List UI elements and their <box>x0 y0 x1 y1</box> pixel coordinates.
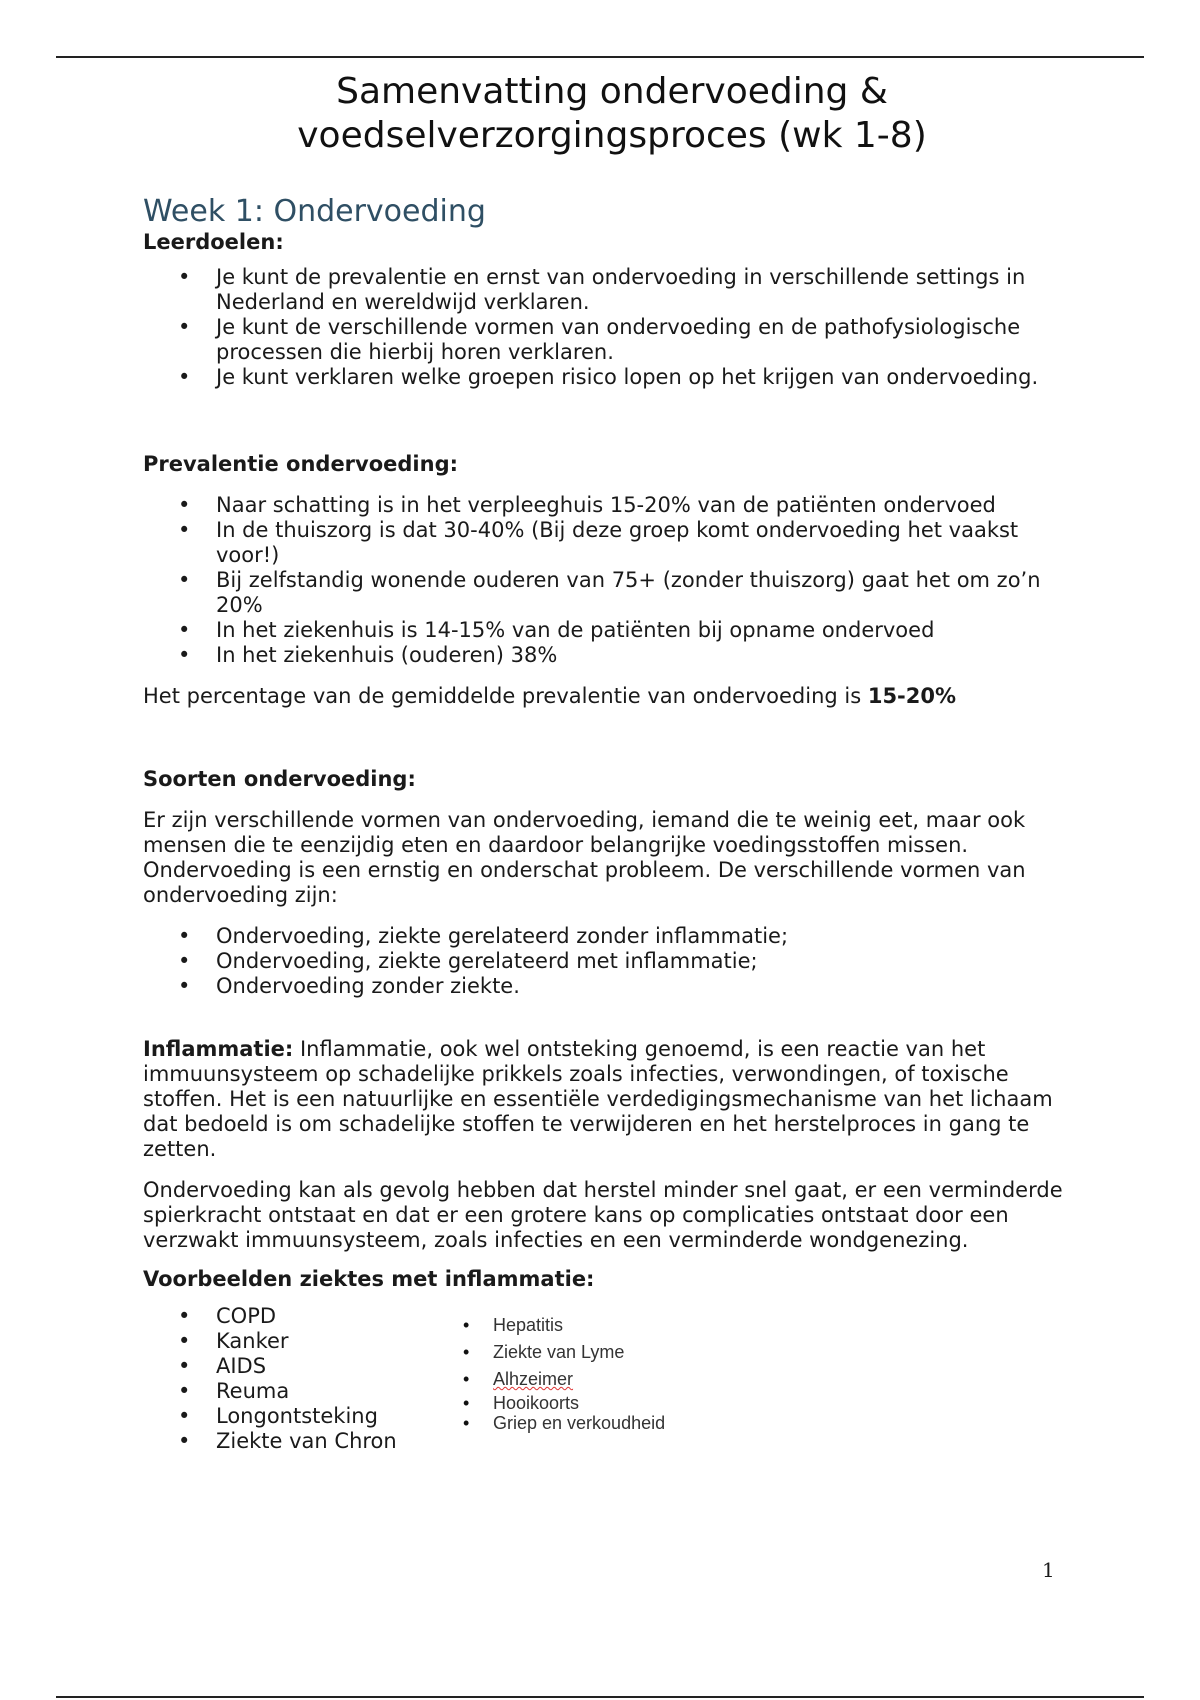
list-item: • Griep en verkoudheid <box>459 1413 665 1433</box>
voorbeelden-columns <box>143 1304 1063 1474</box>
spellcheck-word: Alhzeimer <box>493 1369 574 1389</box>
prevalentie-summary <box>143 684 1063 709</box>
list-item: • Kanker <box>143 1329 397 1354</box>
list-item: • Hooikoorts <box>459 1393 665 1413</box>
voorbeelden-heading: Voorbeelden ziektes met inflammatie: <box>143 1267 595 1291</box>
soorten-intro: Er zijn verschillende vormen van ondervoeding, iemand die te weinig eet, maar ook mensen die te eenzijdig eten en daardoor belangrijke voedingsstoffen missen. Ondervoeding is een ernstig en onderschat probleem. De verschillende vormen van ondervoeding zijn: <box>143 808 1026 907</box>
document-page <box>143 70 1063 1474</box>
list-item: • Naar schatting is in het verpleeghuis 15-20% van de patiënten ondervoed <box>143 493 1063 518</box>
title-line-1: Samenvatting ondervoeding & <box>336 71 888 112</box>
inflammatie-paragraph <box>143 1037 1063 1162</box>
list-item: • AIDS <box>143 1354 397 1379</box>
inflammatie-text: Inflammatie, ook wel ontsteking genoemd, is een reactie van het immuunsysteem op schadelijke prikkels zoals infecties, verwondingen, of toxische stoffen. Het is een natuurlijke en essentiële verdedigingsmechanisme van het lichaam dat bedoeld is om schadelijke stoffen te verwijderen en het herstelproces in gang te zetten. <box>143 1037 1053 1161</box>
list-item: • COPD <box>143 1304 397 1329</box>
title-line-2: voedselverzorgingsproces (wk 1-8) <box>297 115 927 156</box>
inflammatie-label: Inflammatie: <box>143 1037 294 1061</box>
list-item: • In het ziekenhuis is 14-15% van de patiënten bij opname ondervoed <box>143 618 1063 643</box>
list-item: • In de thuiszorg is dat 30-40% (Bij deze groep komt ondervoeding het vaakst voor!) <box>143 518 1063 568</box>
page-number: 1 <box>1042 1558 1055 1582</box>
prevalentie-list <box>143 493 1063 668</box>
soorten-heading: Soorten ondervoeding: <box>143 767 416 791</box>
list-item: • In het ziekenhuis (ouderen) 38% <box>143 643 1063 668</box>
list-item: • Je kunt de prevalentie en ernst van ondervoeding in verschillende settings in Nederland en wereldwijd verklaren. <box>143 265 1063 315</box>
footer-rule <box>56 1696 1144 1698</box>
list-item: • Ziekte van Chron <box>143 1429 397 1454</box>
prevalentie-summary-text: Het percentage van de gemiddelde prevalentie van ondervoeding is <box>143 684 868 708</box>
list-item: • Longontsteking <box>143 1404 397 1429</box>
prevalentie-summary-value: 15-20% <box>867 684 957 708</box>
voorbeelden-right-list <box>459 1312 665 1433</box>
week-heading: Week 1: Ondervoeding <box>143 194 486 229</box>
leerdoelen-list <box>143 265 1063 390</box>
list-item: • Je kunt de verschillende vormen van ondervoeding en de pathofysiologische processen die hierbij horen verklaren. <box>143 315 1063 365</box>
list-item: • Je kunt verklaren welke groepen risico lopen op het krijgen van ondervoeding. <box>143 365 1063 390</box>
list-item: • Bij zelfstandig wonende ouderen van 75+ (zonder thuiszorg) gaat het om zo’n 20% <box>143 568 1063 618</box>
list-item: • Ondervoeding, ziekte gerelateerd met inflammatie; <box>143 949 1063 974</box>
prevalentie-heading: Prevalentie ondervoeding: <box>143 452 459 476</box>
header-rule <box>56 56 1144 58</box>
gevolgen-paragraph: Ondervoeding kan als gevolg hebben dat herstel minder snel gaat, er een verminderde spierkracht ontstaat en dat er een grotere kans op complicaties ontstaat door een verzwakt immuunsysteem, zoals infecties en een verminderde wondgenezing. <box>143 1178 1063 1252</box>
list-item <box>459 1366 665 1393</box>
list-item: • Ziekte van Lyme <box>459 1339 665 1366</box>
document-title <box>161 70 1063 158</box>
voorbeelden-left-list <box>143 1304 397 1454</box>
list-item: • Ondervoeding zonder ziekte. <box>143 974 1063 999</box>
soorten-list <box>143 924 1063 999</box>
list-item: • Reuma <box>143 1379 397 1404</box>
list-item: • Hepatitis <box>459 1312 665 1339</box>
list-item: • Ondervoeding, ziekte gerelateerd zonder inflammatie; <box>143 924 1063 949</box>
leerdoelen-heading: Leerdoelen: <box>143 230 284 254</box>
